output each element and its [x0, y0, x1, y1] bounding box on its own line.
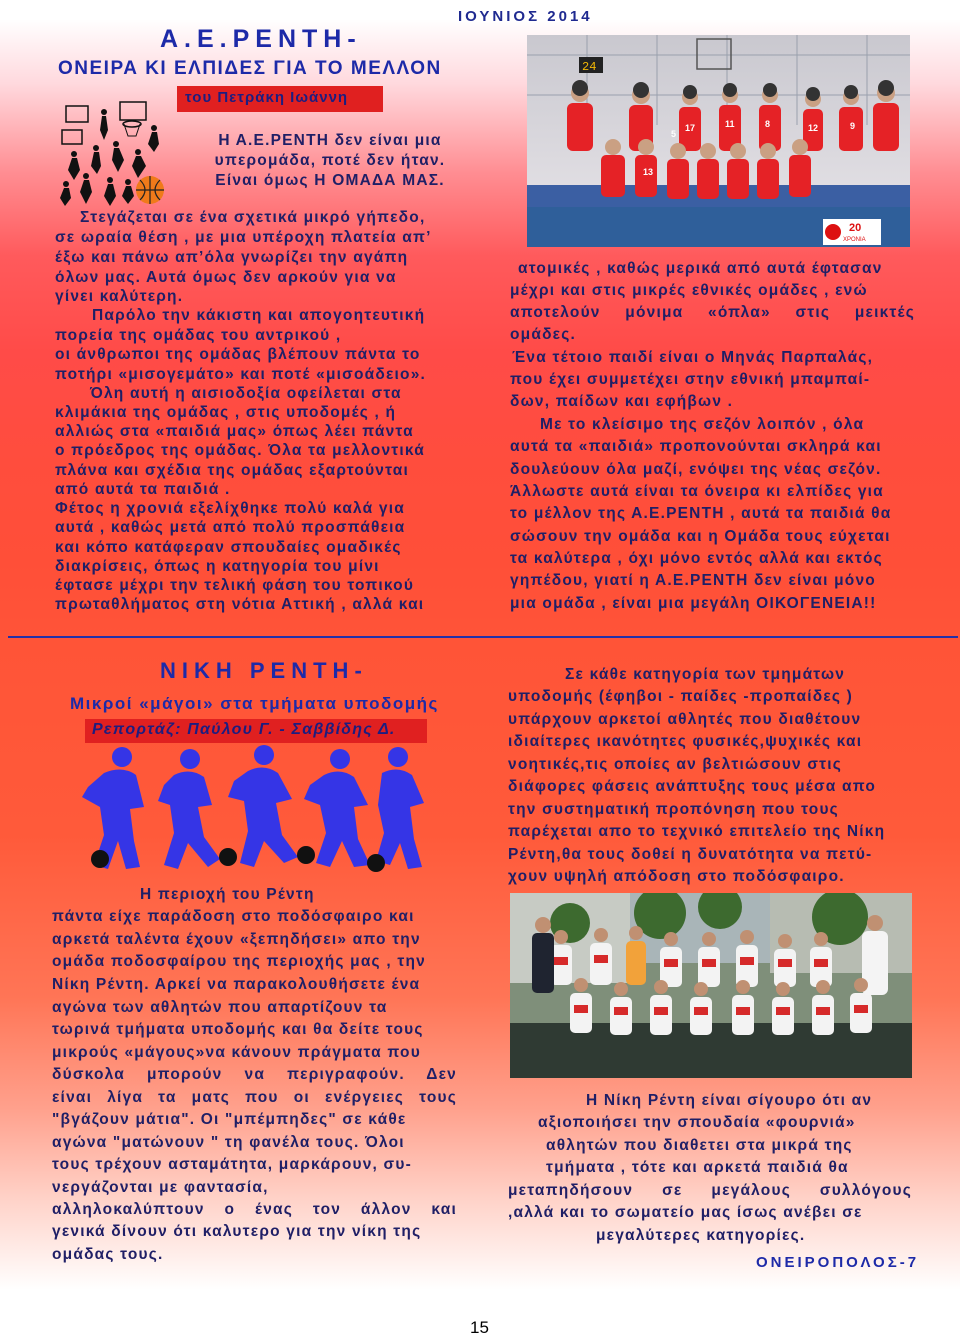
- text-line: πλάνα και σχέδια της ομάδας εξαρτούνται: [55, 462, 410, 479]
- text-line: αγώνα των αθλητών που απαρτίζουν τα: [52, 999, 388, 1016]
- text-line: υποδομής (έφηβοι - παίδες -προπαίδες ): [508, 688, 854, 705]
- article1-intro-3: Είναι όμως Η ΟΜΑΔΑ ΜΑΣ.: [215, 172, 445, 189]
- jersey-number: 8: [765, 119, 771, 129]
- text-line: τμήματα , τότε και αρκετά παιδιά θα: [546, 1159, 849, 1176]
- football-team-photo-art: [510, 893, 912, 1078]
- jersey-number: 11: [725, 119, 735, 129]
- text-line: αποτελούν μόνιμα «όπλα» στις μεικτές: [510, 304, 915, 321]
- text-line: γηπέδου, γιατί η Α.Ε.ΡΕΝΤΗ δεν είναι μόνο: [510, 572, 876, 589]
- text-line: Με το κλείσιμο της σεζόν λοιπόν , όλα: [540, 416, 865, 433]
- article2-byline-box: [85, 719, 427, 743]
- text-line: Η περιοχή του Ρέντη: [140, 886, 315, 903]
- text-line: Όλη αυτή η αισιοδοξία οφείλεται στα: [90, 385, 402, 402]
- text-line: μεταπηδήσουν σε μεγάλους συλλόγους: [508, 1182, 912, 1199]
- article1-intro-2: υπερομάδα, ποτέ δεν ήταν.: [214, 152, 446, 169]
- article1-subtitle: ΟΝΕΙΡΑ ΚΙ ΕΛΠΙΔΕΣ ΓΙΑ ΤΟ ΜΕΛΛΟΝ: [58, 58, 442, 79]
- article2-title: ΝΙΚΗ ΡΕΝΤΗ-: [160, 658, 368, 683]
- text-line: πρωταθλήματος στη νότια Αττική , αλλά και: [55, 596, 425, 613]
- issue-date: ΙΟΥΝΙΟΣ 2014: [458, 8, 593, 25]
- text-line: αγώνα "ματώνουν " τη φανέλα τους. Όλοι: [52, 1134, 405, 1151]
- text-line: μέχρι και στις μικρές εθνικές ομάδες , ενώ: [510, 282, 868, 299]
- badge-number: 20: [849, 222, 862, 234]
- jersey-number: 17: [685, 123, 696, 133]
- text-line: πορεία της ομάδας του αντρικού ,: [55, 327, 342, 344]
- article1-byline-box: [177, 86, 383, 112]
- text-line: ιδιαίτερες ικανότητες φυσικές,ψυχικές και: [508, 733, 863, 750]
- text-line: ατομικές , καθώς μερικά από αυτά έφτασαν: [518, 260, 883, 277]
- text-line: κλιμάκια της ομάδας , στις υποδομές , ή: [55, 404, 397, 421]
- text-line: νοητικές,τις οποίες αν βελτιώσουν στις: [508, 756, 843, 773]
- text-line: αυτά τα «παιδιά» προπονούνται σκληρά και: [510, 438, 882, 455]
- text-line: σε ωραία θέση , με μια υπέροχη πλατεία απ’: [55, 229, 432, 246]
- text-line: γενικά δίνουν ότι καλυτερο για την νίκη της: [52, 1223, 422, 1240]
- text-line: μικρούς «μάγους»να κάνουν πράγματα που: [52, 1044, 421, 1061]
- text-line: από αυτά τα παιδιά .: [55, 481, 231, 498]
- text-line: πάντα είχε παράδοση στο ποδόσφαιρο και: [52, 908, 415, 925]
- text-line: και κόπο κατάφεραν σπουδαίες ομαδικές: [55, 539, 402, 556]
- text-line: αλλιώς στα «παιδιά μας» όπως λέει πάντα: [55, 423, 414, 440]
- text-line: Φέτος η χρονιά εξελίχθηκε πολύ καλά για: [55, 500, 405, 517]
- text-line: αρκετά ταλέντα έχουν «ξεπηδήσει» απο την: [52, 931, 421, 948]
- text-line: Σε κάθε κατηγορία των τμημάτων: [565, 666, 846, 683]
- basketball-team-photo-art: [527, 35, 910, 247]
- section-divider: [8, 636, 958, 638]
- text-line: έξω και πάνω απ’όλα γνωρίζει την αγάπη: [55, 249, 409, 266]
- text-line: Στεγάζεται σε ένα σχετικά μικρό γήπεδο,: [80, 209, 426, 226]
- text-line: τους τρέχουν ασταμάτητα, μαρκάρουν, συ-: [52, 1156, 412, 1173]
- text-line: έφτασε μέχρι την τελική φάση του τοπικού: [55, 577, 415, 594]
- text-line: ομάδες.: [510, 326, 577, 343]
- basketball-players-clipart: [58, 100, 170, 208]
- text-line: παρέχεται απο το τεχνικό επιτελείο της Νίκη: [508, 823, 886, 840]
- article1-title: Α.Ε.ΡΕΝΤΗ-: [160, 25, 362, 53]
- text-line: τωρινά τμήματα υποδομής και θα δείτε τους: [52, 1021, 424, 1038]
- badge-text: ΧΡΟΝΙΑ: [843, 237, 866, 243]
- text-line: Η Νίκη Ρέντη είναι σίγουρο ότι αν: [586, 1092, 873, 1109]
- text-line: δουλεύουν όλα μαζί, ενόψει της νέας σεζόν.: [510, 461, 882, 478]
- text-line: το μέλλον της Α.Ε.ΡΕΝΤΗ , αυτά τα παιδιά θα: [510, 505, 892, 522]
- jersey-number: 12: [808, 123, 819, 133]
- text-line: ομάδα ποδοσφαίρου της περιοχής μας , την: [52, 953, 426, 970]
- text-line: χουν υψηλή απόδοση στο ποδόσφαιρο.: [508, 868, 845, 885]
- text-line: την συστηματική προπόνηση που τους: [508, 801, 839, 818]
- jersey-number: 13: [643, 167, 654, 177]
- article2-subtitle: Μικροί «μάγοι» στα τμήματα υποδομής: [70, 694, 439, 713]
- jersey-number: 9: [850, 121, 856, 131]
- basketball-team-photo: [527, 35, 910, 247]
- text-line: δύσκολα μπορούν να περιγραφούν. Δεν: [52, 1066, 457, 1083]
- text-line: ποτήρι «μισογεμάτο» και ποτέ «μισοάδειο».: [55, 366, 427, 383]
- scoreboard-number: 24: [582, 60, 597, 74]
- text-line: δων, παίδων και εφήβων .: [510, 393, 734, 410]
- article2-byline: Ρεπορτάζ: Παύλου Γ. - Σαββίδης Δ.: [92, 721, 396, 738]
- text-line: ,αλλά και το σωματείο μας ίσως ανέβει σε: [508, 1204, 863, 1221]
- text-line: είναι λίγα τα ματς που οι ενέργειες τους: [52, 1089, 457, 1106]
- text-line: Νίκη Ρέντη. Αρκεί να παρακολουθήσετε ένα: [52, 976, 421, 993]
- text-line: Ρέντη,θα τους δοθεί η δυνατότητα να πετύ-: [508, 846, 873, 863]
- text-line: όλων μας. Αυτά όμως δεν αρκούν για να: [55, 269, 397, 286]
- text-line: υπάρχουν αρκετοί αθλητές που διαθέτουν: [508, 711, 862, 728]
- author-signature: ΟΝΕΙΡΟΠΟΛΟΣ-7: [756, 1254, 920, 1271]
- text-line: νεργάζονται με φαντασία,: [52, 1179, 269, 1196]
- text-line: τα καλύτερα , όχι μόνο εντός αλλά και εκτός: [510, 550, 883, 567]
- text-line: γίνει καλύτερη.: [55, 288, 184, 305]
- text-line: διάφορες φάσεις ανάπτυξης τους μέσα απο: [508, 778, 877, 795]
- text-line: Ένα τέτοιο παιδί είναι ο Μηνάς Παρπαλάς,: [512, 349, 874, 366]
- page-number: 15: [470, 1318, 489, 1337]
- text-line: μια ομάδα , είναι μια μεγάλη ΟΙΚΟΓΕΝΕΙΑ!!: [510, 595, 877, 612]
- text-line: οι άνθρωποι της ομάδας βλέπουν πάντα το: [55, 346, 421, 363]
- text-line: Παρόλο την κάκιστη και απογοητευτική: [92, 307, 426, 324]
- text-line: που έχει συμμετέχει στην εθνική μπαμπαί-: [510, 371, 871, 388]
- text-line: σώσουν την ομάδα και η Ομάδα τους εύχεται: [510, 528, 891, 545]
- article1-intro-1: Η Α.Ε.ΡΕΝΤΗ δεν είναι μια: [218, 132, 442, 149]
- text-line: διακρίσεις, όπως η κατηγορία του μίνι: [55, 558, 380, 575]
- text-line: αθλητών που διαθετει στα μικρά της: [546, 1137, 853, 1154]
- football-players-silhouettes: [78, 745, 428, 875]
- text-line: μεγαλύτερες κατηγορίες.: [596, 1227, 806, 1244]
- text-line: Άλλωστε αυτά είναι τα όνειρα κι ελπίδες για: [510, 483, 884, 500]
- text-line: ομάδας τους.: [52, 1246, 164, 1263]
- text-line: αυτά , καθώς μετά από πολύ προσπάθεια: [55, 519, 406, 536]
- article1-byline: του Πετράκη Ιωάννη: [185, 89, 349, 106]
- jersey-number: 5: [671, 129, 677, 139]
- text-line: αξιοποιήσει την σπουδαία «φουρνιά»: [538, 1114, 856, 1131]
- text-line: αλληλοκαλύπτουν ο ένας τον άλλον και: [52, 1201, 457, 1218]
- football-team-photo: [510, 893, 912, 1078]
- text-line: "βγάζουν μάτια". Οι "μπέμπηδες" σε κάθε: [52, 1111, 407, 1128]
- text-line: ο πρόεδρος της ομάδας. Όλα τα μελλοντικά: [55, 442, 425, 459]
